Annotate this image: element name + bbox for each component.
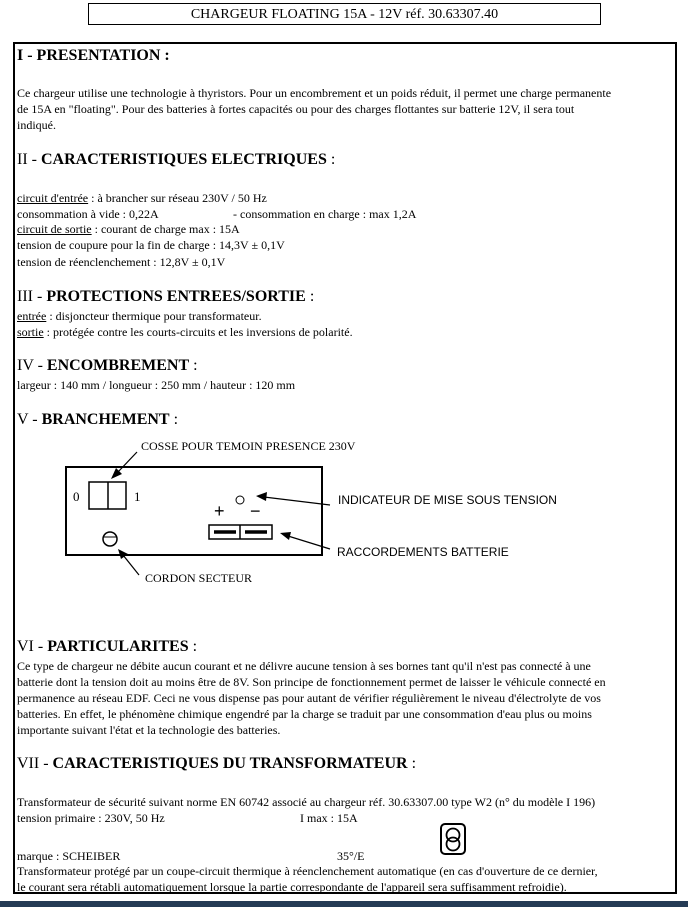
electrical-idle: consommation à vide : 0,22A [17,207,159,221]
transformer-protect-line-2: le courant sera rétabli automatiquement lorsque la partie correspondante de l'appareil sera suffisamment refroidie). [17,880,567,894]
page-bottom-border [0,901,688,907]
safety-transformer-icon [441,824,465,854]
arrow-indicator-head [256,492,267,501]
label-cord: CORDON SECTEUR [145,571,253,585]
transformer-protect-line-1: Transformateur protégé par un coupe-circuit thermique à réenclenchement automatique (en cas d'ouverture de ce dernier, [17,864,598,878]
power-cord-gland-icon [103,532,117,546]
arrow-cord-head [118,549,128,559]
switch-on-label: 1 [134,489,141,504]
protections-input: entrée : disjoncteur thermique pour transformateur. [17,309,262,323]
arrow-cord-line [123,555,139,575]
presentation-line-2: de 15A en "floating". Pour des batteries à fortes capacités ou pour des charges flottantes sur batterie 12V, il sera tout [17,102,575,116]
label-battery: RACCORDEMENTS BATTERIE [337,545,509,559]
transformer-standard: Transformateur de sécurité suivant norme EN 60742 associé au chargeur réf. 30.63307.00 type W2 (n° du modèle I 196) [17,795,596,809]
dimensions-values: largeur : 140 mm / longueur : 250 mm / hauteur : 120 mm [17,378,296,392]
heading-presentation: I - PRESENTATION : [17,47,170,64]
arrow-battery-line [288,536,330,549]
particularities-line-1: Ce type de chargeur ne débite aucun courant et ne délivre aucune tension à ses bornes tant qu'il n'est pas connecté à une [17,659,591,673]
heading-dimensions: IV - ENCOMBREMENT : [17,357,198,374]
particularities-line-5: importante suivant l'état et la technologie des batteries. [17,723,281,737]
electrical-cutoff: tension de coupure pour la fin de charge : 14,3V ± 0,1V [17,238,285,252]
arrow-indicator-line [264,497,330,505]
particularities-line-4: batteries. En effet, le phénomène chimique engendré par la charge se traduit par une consommation d'eau plus ou moins [17,707,592,721]
particularities-line-3: permanence au réseau EDF. Ceci ne vous dispense pas pour autant de vérifier régulièrement le niveau d'électrolyte de vos [17,691,601,705]
heading-electrical: II - CARACTERISTIQUES ELECTRIQUES : [17,151,336,168]
minus-sign: − [250,501,261,521]
heading-particularities: VI - PARTICULARITES : [17,638,198,655]
plus-sign: + [214,501,225,521]
presentation-line-3: indiqué. [17,118,56,132]
switch-off-label: 0 [73,489,80,504]
label-indicator: INDICATEUR DE MISE SOUS TENSION [338,493,557,507]
arrow-lug-line [117,452,137,473]
power-indicator-icon [236,496,244,504]
heading-transformer: VII - CARACTERISTIQUES DU TRANSFORMATEUR : [17,755,417,772]
protections-output: sortie : protégée contre les courts-circuits et les inversions de polarité. [17,325,353,339]
electrical-charge: - consommation en charge : max 1,2A [233,207,417,221]
particularities-line-2: batterie dont la tension doit au moins être de 8V. Son principe de fonctionnement permet de laisser le véhicule connecté en [17,675,606,689]
heading-protections: III - PROTECTIONS ENTREES/SORTIE : [17,288,315,305]
electrical-input: circuit d'entrée : à brancher sur réseau 230V / 50 Hz [17,191,267,205]
transformer-imax: I max : 15A [300,811,358,825]
label-lug: COSSE POUR TEMOIN PRESENCE 230V [141,439,356,453]
arrow-battery-head [280,532,291,540]
heading-connection: V - BRANCHEMENT : [17,411,179,428]
presentation-line-1: Ce chargeur utilise une technologie à thyristors. Pour un encombrement et un poids réduit, il permet une charge permanente [17,86,612,100]
transformer-temp: 35°/E [337,849,365,863]
electrical-output: circuit de sortie : courant de charge max : 15A [17,222,240,236]
document-title: CHARGEUR FLOATING 15A - 12V réf. 30.63307.40 [88,3,601,25]
transformer-primary: tension primaire : 230V, 50 Hz [17,811,165,825]
electrical-restart: tension de réenclenchement : 12,8V ± 0,1V [17,255,226,269]
transformer-brand: marque : SCHEIBER [17,849,121,863]
